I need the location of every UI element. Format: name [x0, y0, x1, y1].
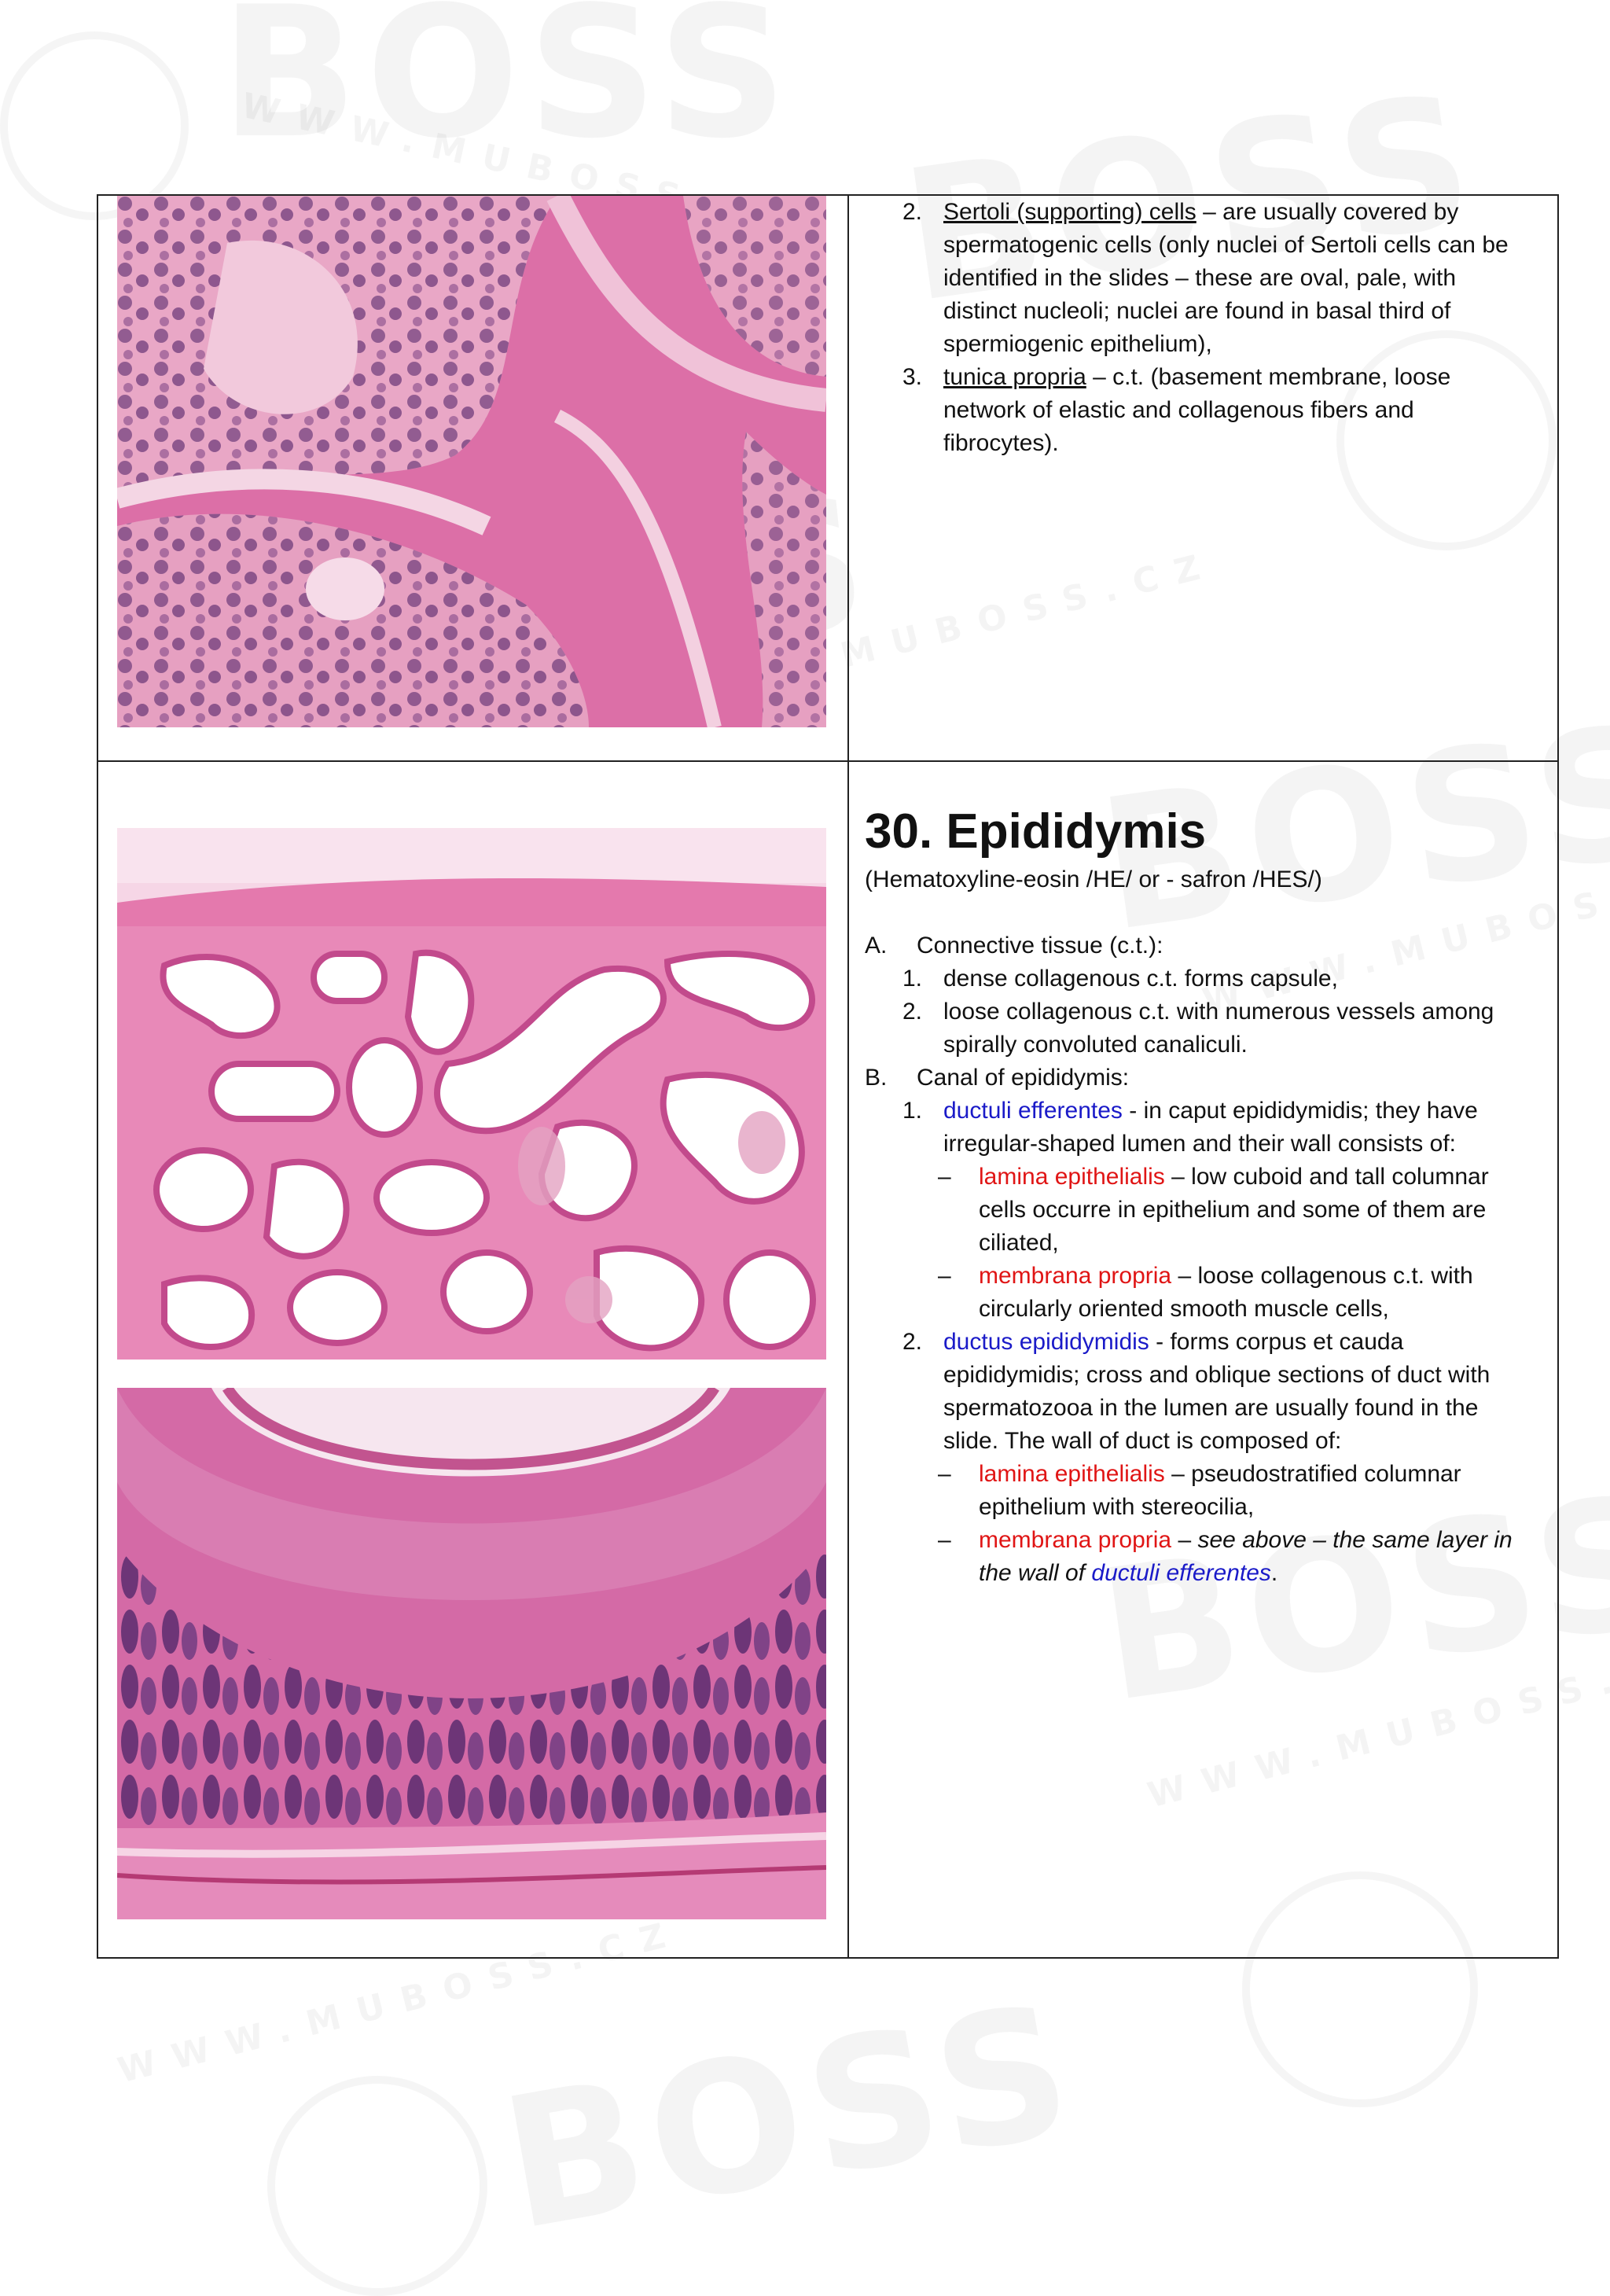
list-item	[865, 1524, 1535, 1590]
item-letter: A.	[865, 933, 888, 959]
item-text: – pseudostratified columnar epithelium with stereocilia,	[979, 1461, 1461, 1520]
section-title: 30. Epididymis	[865, 804, 1207, 859]
term-membrana-propria: membrana propria	[979, 1263, 1172, 1289]
item-number: 2.	[902, 999, 923, 1025]
item-text: – loose collagenous c.t. with circularly oriented smooth muscle cells,	[979, 1263, 1473, 1322]
item-number: 1.	[902, 966, 923, 992]
item-number: 2.	[902, 1329, 923, 1355]
item-text: – low cuboid and tall columnar cells occurre in epithelium and some of them are ciliated,	[979, 1164, 1489, 1256]
watermark-seal	[267, 2076, 487, 2296]
table-row	[98, 196, 1557, 762]
term-lamina-epithelialis: lamina epithelialis	[979, 1461, 1165, 1487]
item-italic-text: see above – the same layer in the wall of	[979, 1527, 1513, 1586]
item-end: .	[1270, 1560, 1278, 1586]
testis-micrograph	[117, 196, 826, 727]
item-number: 2.	[902, 199, 923, 225]
item-text: dense collagenous c.t. forms capsule,	[943, 966, 1338, 992]
list-item	[865, 1260, 1535, 1326]
item-dash: –	[938, 1527, 951, 1553]
item-text: Connective tissue (c.t.):	[917, 933, 1163, 959]
term-sertoli: Sertoli (supporting) cells	[943, 199, 1196, 225]
item-text: loose collagenous c.t. with numerous vessels among spirally convoluted canaliculi.	[943, 999, 1494, 1058]
column-divider	[847, 196, 849, 760]
item-letter: B.	[865, 1065, 888, 1091]
item-number: 1.	[902, 1098, 923, 1124]
list-item	[865, 1326, 1535, 1458]
item-text: – are usually covered by spermatogenic cells (only nuclei of Sertoli cells can be identified in the slides – these are oval, pale, with distinct nucleoli; nuclei are found in basal third of spermiogenic epithelium),	[943, 199, 1509, 357]
item-dash: –	[938, 1164, 951, 1190]
term-ductuli-efferentes: ductuli efferentes	[943, 1098, 1123, 1124]
term-tunica-propria: tunica propria	[943, 364, 1086, 390]
epididymis-high-magnification-micrograph	[117, 1388, 826, 1919]
list-item	[865, 1161, 1535, 1260]
list-item	[865, 1458, 1535, 1524]
item-text: Canal of epididymis:	[917, 1065, 1130, 1091]
list-item-a	[865, 929, 1535, 962]
content-table	[97, 194, 1559, 1959]
watermark-brand	[489, 1964, 1092, 2271]
item-text: - forms corpus et cauda epididymidis; cross and oblique sections of duct with spermatozooa in the lumen are usually found in the slide. The wall of duct is composed of:	[943, 1329, 1491, 1454]
list-item	[865, 995, 1535, 1062]
term-ductuli-efferentes-ref: ductuli efferentes	[1091, 1560, 1271, 1586]
watermark-brand	[220, 0, 796, 178]
top-text-cell	[865, 196, 1535, 460]
term-ductus-epididymidis: ductus epididymidis	[943, 1329, 1149, 1355]
list-item	[865, 361, 1535, 460]
item-text: - in caput epididymidis; they have irregular-shaped lumen and their wall consists of:	[943, 1098, 1478, 1157]
item-number: 3.	[902, 364, 923, 390]
epididymis-text-cell	[865, 800, 1535, 1590]
stain-subtitle: (Hematoxyline-eosin /HE/ or - safron /HES/)	[865, 867, 1322, 892]
term-lamina-epithelialis: lamina epithelialis	[979, 1164, 1165, 1190]
list-item	[865, 196, 1535, 361]
table-row	[98, 762, 1557, 1959]
item-dash: –	[938, 1263, 951, 1289]
item-dash: –	[938, 1461, 951, 1487]
column-divider	[847, 762, 849, 1959]
item-separator: –	[1171, 1527, 1198, 1553]
watermark-seal	[0, 31, 189, 220]
epididymis-low-magnification-micrograph	[117, 828, 826, 1360]
term-membrana-propria: membrana propria	[979, 1527, 1172, 1553]
list-item	[865, 1095, 1535, 1161]
item-text: – c.t. (basement membrane, loose network of elastic and collagenous fibers and fibrocytes).	[943, 364, 1451, 456]
list-item	[865, 962, 1535, 995]
list-item-b	[865, 1062, 1535, 1095]
